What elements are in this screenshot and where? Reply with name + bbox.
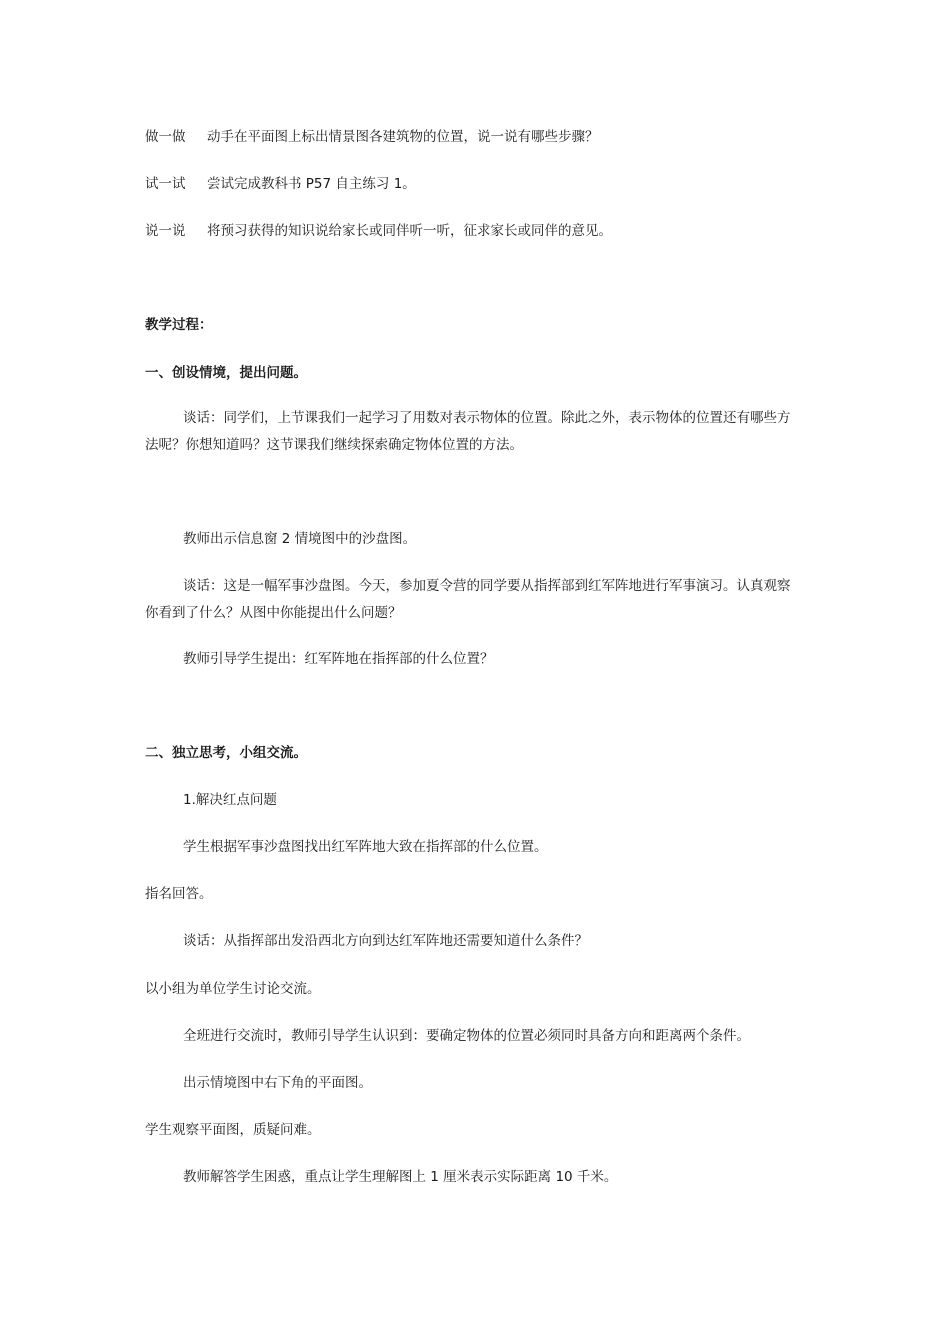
preview-text: 将预习获得的知识说给家长或同伴听一听，征求家长或同伴的意见。 xyxy=(207,223,612,239)
preview-label: 试一试 xyxy=(145,176,186,192)
section2-p2: 指名回答。 xyxy=(145,886,213,902)
section1-heading: 一、创设情境，提出问题。 xyxy=(145,365,307,381)
section2-p8: 教师解答学生困惑，重点让学生理解图上 1 厘米表示实际距离 10 千米。 xyxy=(183,1169,618,1185)
talk2-line2: 你看到了什么？从图中你能提出什么问题？ xyxy=(145,605,402,621)
section2-p6: 出示情境图中右下角的平面图。 xyxy=(183,1075,372,1091)
section2-p7: 学生观察平面图，质疑问难。 xyxy=(145,1122,321,1138)
preview-row-2 xyxy=(145,174,416,194)
section2-p5: 全班进行交流时，教师引导学生认识到：要确定物体的位置必须同时具备方向和距离两个条件。 xyxy=(183,1028,750,1044)
preview-row-3 xyxy=(145,221,612,241)
process-heading: 教学过程： xyxy=(145,317,213,333)
section1-talk2 xyxy=(145,573,813,627)
preview-text: 动手在平面图上标出情景图各建筑物的位置，说一说有哪些步骤？ xyxy=(207,129,599,145)
talk1-line1: 谈话：同学们，上节课我们一起学习了用数对表示物体的位置。除此之外，表示物体的位置还有哪些方 xyxy=(183,410,791,426)
preview-text: 尝试完成教科书 P57 自主练习 1。 xyxy=(207,176,416,192)
preview-label: 做一做 xyxy=(145,129,186,145)
talk2-line1: 谈话：这是一幅军事沙盘图。今天，参加夏令营的同学要从指挥部到红军阵地进行军事演习。认真观察 xyxy=(183,578,791,594)
preview-label: 说一说 xyxy=(145,223,186,239)
section1-guide: 教师引导学生提出：红军阵地在指挥部的什么位置？ xyxy=(183,651,494,667)
section2-sub1: 1.解决红点问题 xyxy=(183,792,277,808)
section1-show: 教师出示信息窗 2 情境图中的沙盘图。 xyxy=(183,531,417,547)
section2-heading: 二、独立思考，小组交流。 xyxy=(145,745,307,761)
talk1-line2: 法呢？你想知道吗？这节课我们继续探索确定物体位置的方法。 xyxy=(145,437,523,453)
section1-talk1 xyxy=(145,405,813,459)
section2-p3: 谈话：从指挥部出发沿西北方向到达红军阵地还需要知道什么条件？ xyxy=(183,933,588,949)
section2-p1: 学生根据军事沙盘图找出红军阵地大致在指挥部的什么位置。 xyxy=(183,839,548,855)
preview-row-1 xyxy=(145,127,599,147)
section2-p4: 以小组为单位学生讨论交流。 xyxy=(145,981,321,997)
